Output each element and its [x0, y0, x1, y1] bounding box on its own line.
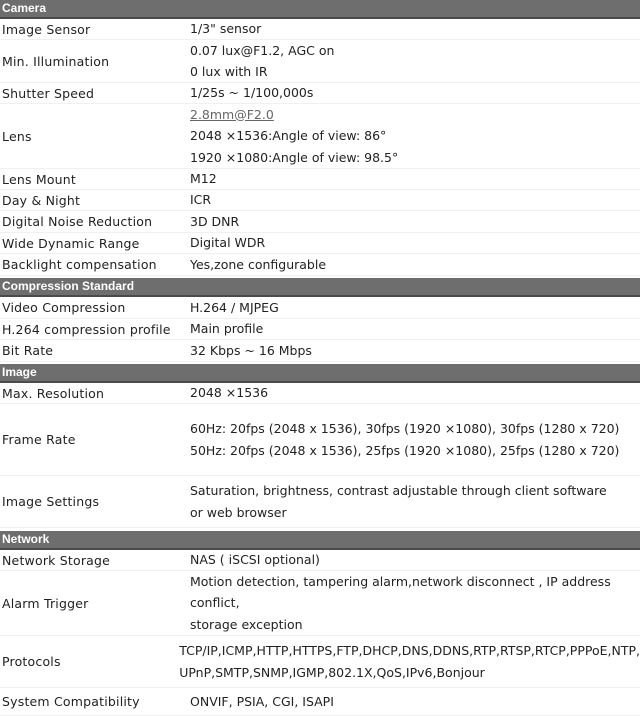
spec-value-line: 2.8mm@F2.0	[190, 106, 274, 122]
spec-row	[0, 636, 640, 688]
spec-value-line: Saturation, brightness, contrast adjustable through client software	[190, 483, 607, 498]
spec-value	[190, 168, 217, 190]
spec-value	[190, 211, 239, 233]
spec-value	[190, 232, 265, 254]
spec-value-line: H.264 / MJPEG	[190, 299, 279, 315]
spec-value	[190, 189, 211, 211]
spec-value	[190, 418, 619, 461]
spec-value-line: 1/25s ~ 1/100,000s	[190, 85, 314, 101]
spec-value	[190, 18, 261, 40]
spec-row	[0, 383, 640, 404]
spec-value-line: TCP/IP,ICMP,HTTP,HTTPS,FTP,DHCP,DNS,DDNS,RTP,RTSP,RTCP,PPPoE,NTP,	[179, 643, 640, 658]
spec-value-line: Digital WDR	[190, 235, 266, 251]
spec-label: Wide Dynamic Range	[2, 235, 140, 251]
spec-label: Day & Night	[2, 192, 81, 208]
spec-label: Image Settings	[2, 494, 100, 509]
spec-row	[0, 550, 640, 571]
spec-value-line: 0 lux with IR	[190, 64, 268, 79]
spec-value	[179, 640, 640, 683]
spec-label: H.264 compression profile	[2, 321, 171, 337]
spec-value-line: 3D DNR	[190, 213, 240, 229]
spec-row	[0, 211, 640, 233]
spec-label: Lens	[2, 128, 32, 144]
spec-row	[0, 104, 640, 169]
section-header: Compression Standard	[0, 278, 640, 297]
spec-value-line: 50Hz: 20fps (2048 x 1536), 25fps (1920 ×1080), 25fps (1280 x 720)	[190, 442, 620, 458]
spec-label: Alarm Trigger	[2, 595, 89, 611]
spec-value-line: Main profile	[190, 321, 264, 337]
spec-row	[0, 297, 640, 319]
spec-value-line: conflict,	[190, 595, 240, 611]
spec-value-line: 2048 ×1536:Angle of view: 86°	[190, 128, 387, 144]
spec-value	[190, 254, 326, 276]
spec-row	[0, 83, 640, 104]
spec-row	[0, 571, 640, 636]
spec-value	[190, 340, 312, 362]
spec-row	[0, 254, 640, 276]
spec-value-line: UPnP,SMTP,SNMP,IGMP,802.1X,QoS,IPv6,Bonjour	[179, 664, 485, 680]
spec-label: Protocols	[2, 654, 61, 669]
spec-value-line: 0.07 lux@F1.2, AGC on	[190, 42, 335, 58]
spec-value-line: 1/3" sensor	[190, 21, 262, 37]
spec-label: Digital Noise Reduction	[2, 214, 153, 229]
spec-value	[190, 82, 313, 104]
spec-label: Backlight compensation	[2, 257, 157, 272]
spec-value-line: 2048 ×1536	[190, 385, 269, 401]
spec-row	[0, 319, 640, 340]
section-header: Network	[0, 531, 640, 550]
spec-label: Min. Illumination	[2, 53, 110, 69]
spec-label: Bit Rate	[2, 343, 54, 358]
spec-value-line: or web browser	[190, 504, 287, 520]
spec-value-line: Yes,zone configurable	[190, 256, 327, 272]
spec-row	[0, 19, 640, 40]
spec-row	[0, 688, 640, 716]
spec-value	[190, 297, 279, 319]
spec-value	[190, 104, 398, 169]
spec-row	[0, 340, 640, 362]
spec-label: Shutter Speed	[2, 85, 95, 101]
spec-value-line: M12	[190, 171, 217, 187]
spec-label: Frame Rate	[2, 432, 76, 447]
section-header: Camera	[0, 0, 640, 19]
spec-value	[190, 40, 334, 83]
spec-label: Image Sensor	[2, 21, 91, 37]
spec-row	[0, 476, 640, 528]
spec-value-line: NAS ( iSCSI optional)	[190, 552, 320, 568]
spec-value	[190, 571, 611, 636]
spec-row	[0, 190, 640, 211]
spec-value-line: ONVIF, PSIA, CGI, ISAPI	[190, 693, 334, 709]
spec-row	[0, 233, 640, 254]
spec-value	[190, 382, 268, 404]
spec-row	[0, 404, 640, 476]
spec-value	[190, 318, 263, 340]
spec-value-line: storage exception	[190, 616, 303, 632]
spec-label: Lens Mount	[2, 171, 77, 187]
spec-value-line: 32 Kbps ~ 16 Mbps	[190, 342, 312, 358]
spec-value-line: ICR	[190, 192, 212, 208]
spec-value	[190, 549, 320, 571]
spec-value	[190, 480, 607, 523]
spec-value-line: 1920 ×1080:Angle of view: 98.5°	[190, 149, 399, 165]
spec-value-line: 60Hz: 20fps (2048 x 1536), 30fps (1920 ×1080), 30fps (1280 x 720)	[190, 421, 620, 436]
spec-label: Video Compression	[2, 300, 126, 315]
spec-row	[0, 169, 640, 190]
spec-row	[0, 40, 640, 83]
section-header: Image	[0, 364, 640, 383]
spec-value	[190, 691, 334, 713]
spec-label: Network Storage	[2, 552, 111, 568]
spec-label: Max. Resolution	[2, 385, 105, 401]
spec-value-line: Motion detection, tampering alarm,network disconnect , IP address	[190, 573, 611, 589]
spec-label: System Compatibility	[2, 694, 140, 709]
